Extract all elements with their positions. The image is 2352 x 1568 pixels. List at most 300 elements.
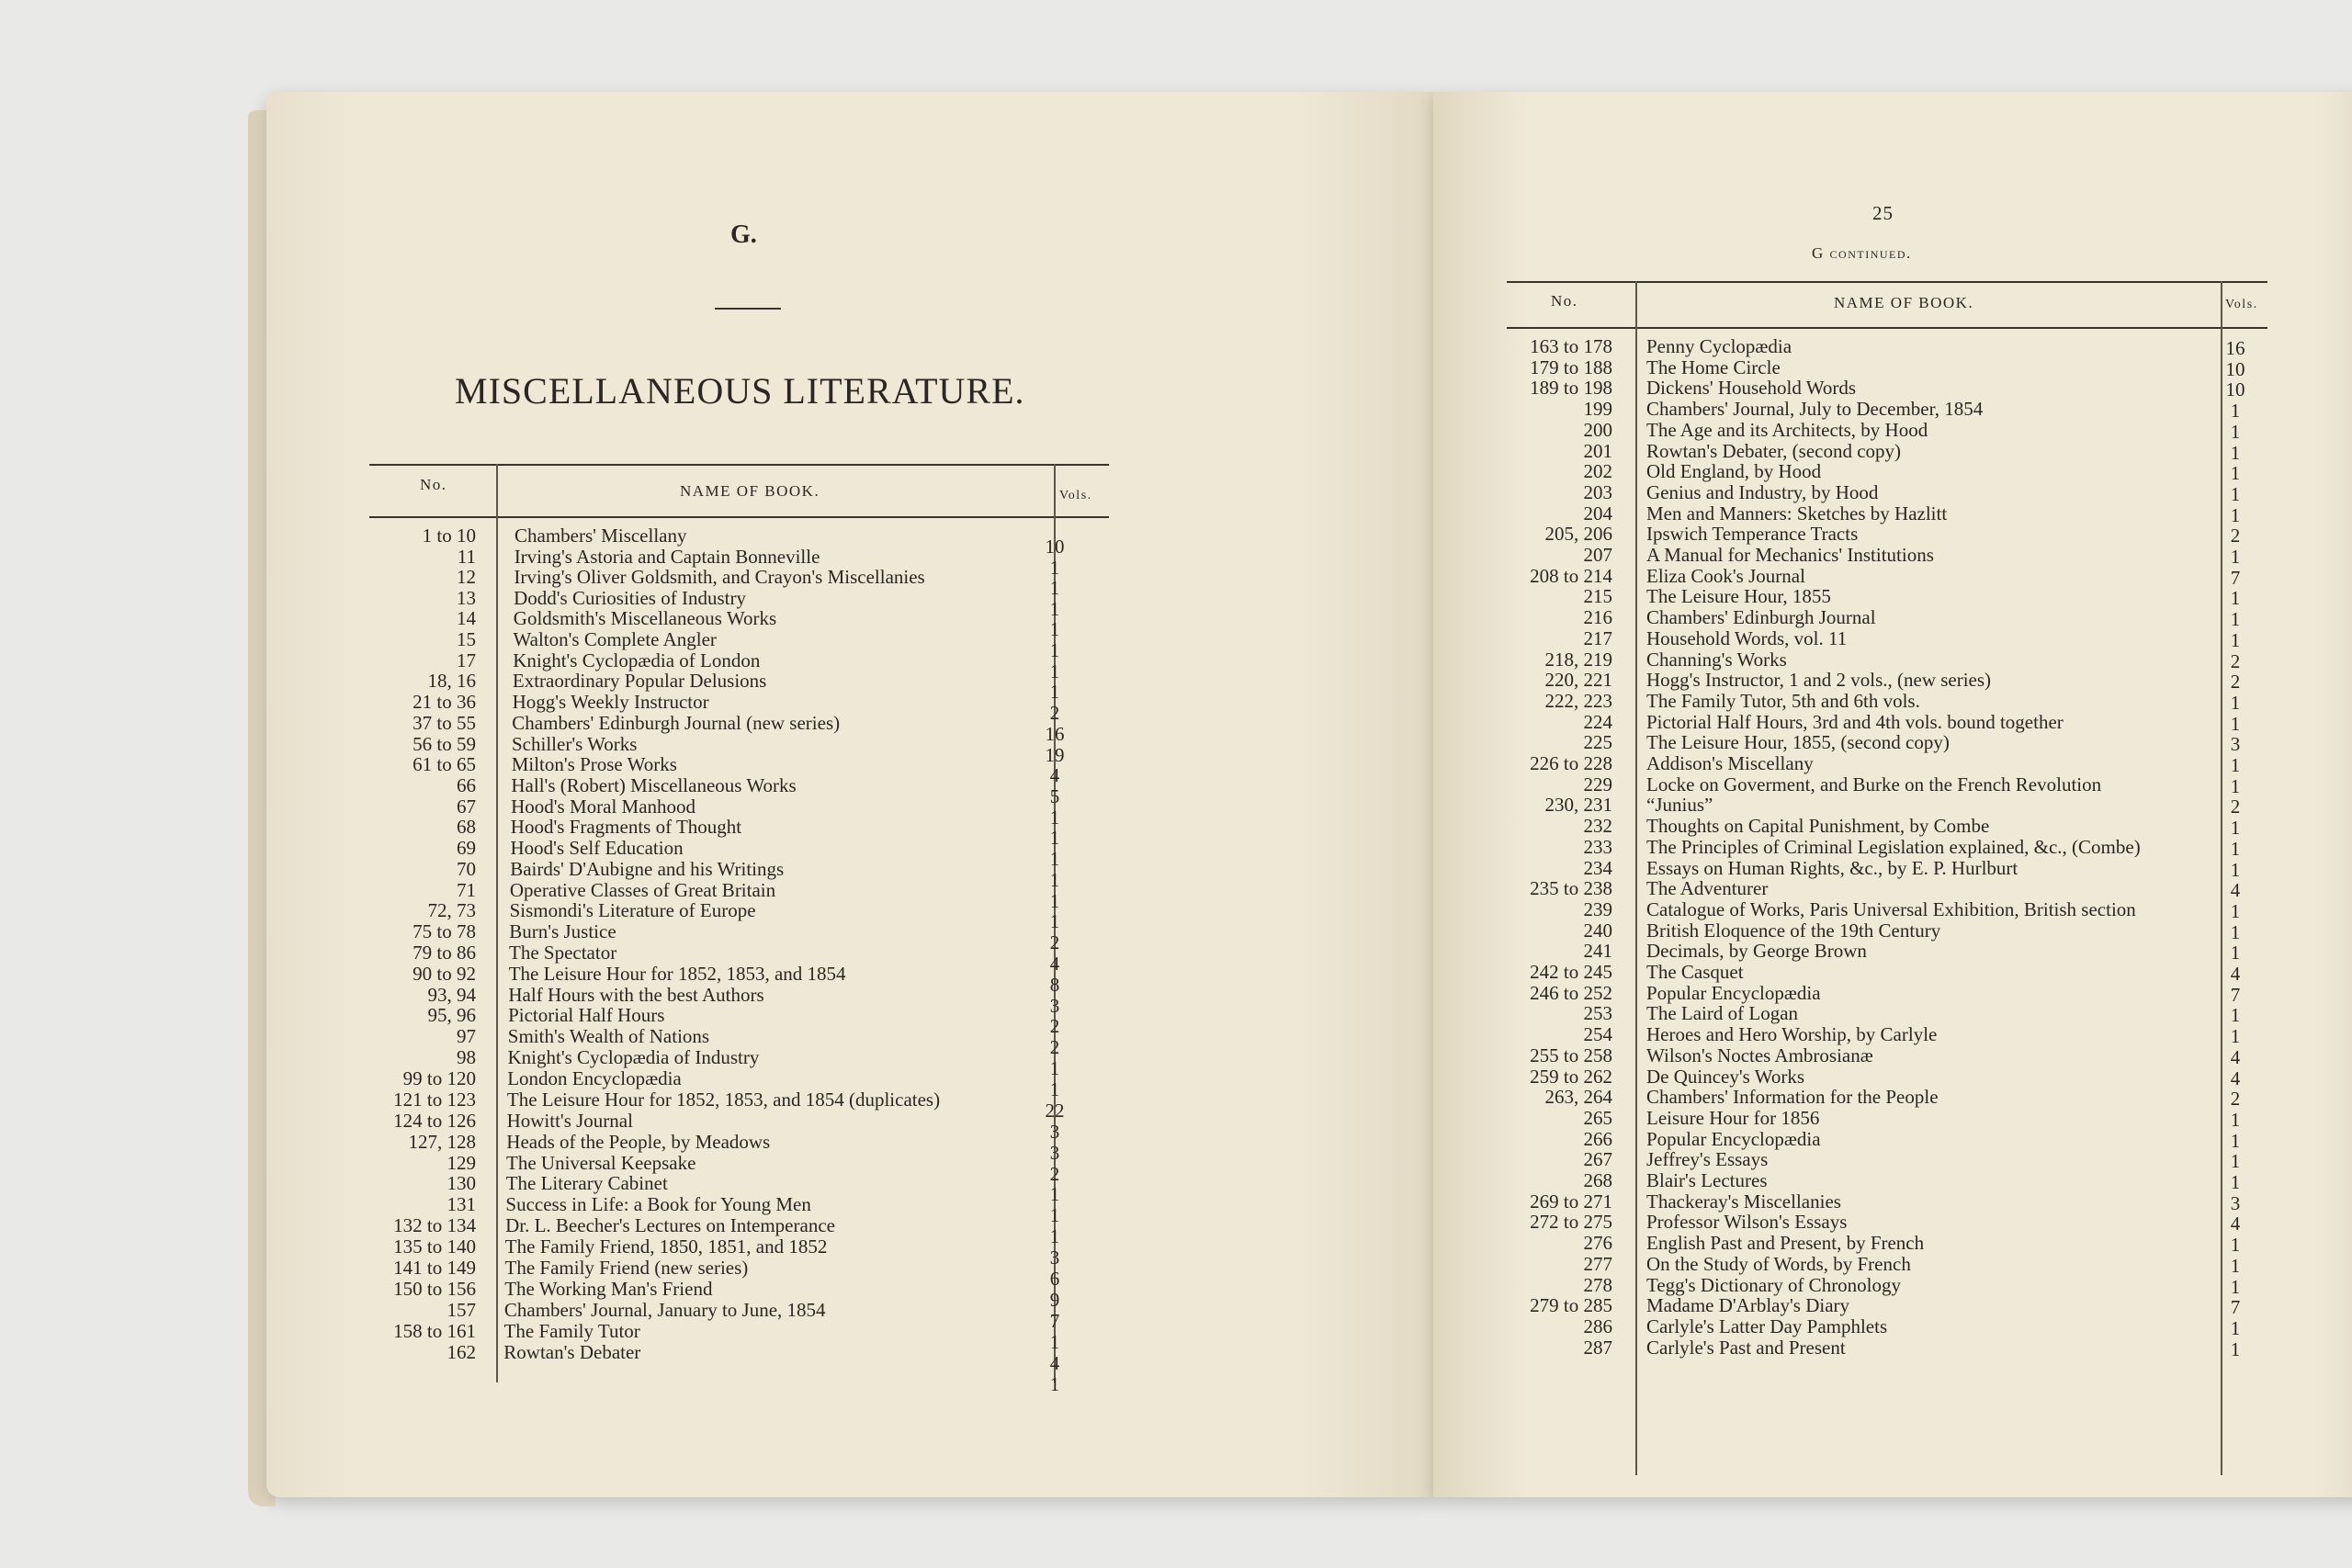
vols-count: 4 <box>2230 963 2241 985</box>
row-number: 269 to 271 <box>1530 1190 1612 1213</box>
vols-count: 1 <box>1049 910 1060 933</box>
vols-count: 1 <box>1049 1225 1060 1248</box>
table-row <box>1433 858 2352 879</box>
table-row <box>1433 1002 2352 1027</box>
row-number: 263, 264 <box>1544 1086 1612 1109</box>
vols-count: 1 <box>2230 1234 2241 1257</box>
vols-count: 3 <box>1049 1247 1060 1269</box>
vols-count: 1 <box>1049 1077 1060 1100</box>
table-row <box>266 1363 1433 1395</box>
row-number: 70 <box>457 857 476 880</box>
book-name: Carlyle's Past and Present <box>1646 1336 1846 1359</box>
table-row <box>1433 962 2352 983</box>
row-number: 132 to 134 <box>393 1214 476 1237</box>
table-row <box>1433 837 2352 858</box>
book-name: Old England, by Hood <box>1646 460 1822 483</box>
vols-count: 1 <box>1049 848 1060 871</box>
vols-count: 1 <box>1049 639 1060 662</box>
vols-count: 8 <box>1049 973 1060 996</box>
vols-count: 2 <box>2230 671 2241 694</box>
row-number: 67 <box>457 795 476 818</box>
table-row <box>1433 1191 2352 1213</box>
row-number: 266 <box>1583 1127 1612 1150</box>
book-name: Chambers' Miscellany <box>514 525 687 547</box>
table-row <box>1433 774 2352 795</box>
book-name: British Eloquence of the 19th Century <box>1646 919 1941 942</box>
row-number: 239 <box>1583 897 1612 920</box>
vols-count: 10 <box>1045 536 1065 558</box>
table-row <box>1433 899 2352 920</box>
left-page <box>266 92 1433 1497</box>
book-name: Popular Encyclopædia <box>1646 1127 1821 1150</box>
book-name: On the Study of Words, by French <box>1646 1252 1911 1275</box>
vols-count: 1 <box>1049 889 1060 912</box>
book-name: The Family Tutor, 5th and 6th vols. <box>1646 689 1920 712</box>
book-name: Howitt's Journal <box>506 1109 633 1132</box>
table-row <box>1433 1148 2352 1173</box>
table-row <box>1433 649 2352 671</box>
table-row <box>1433 1086 2352 1111</box>
row-number: 215 <box>1583 585 1612 608</box>
book-name: Chambers' Edinburgh Journal (new series) <box>512 711 841 734</box>
row-number: 226 to 228 <box>1530 752 1612 774</box>
book-name: Catalogue of Works, Paris Universal Exhibition, British section <box>1646 897 2136 920</box>
book-name: Ipswich Temperance Tracts <box>1646 523 1859 546</box>
book-name: Decimals, by George Brown <box>1646 940 1867 963</box>
book-name: Chambers' Journal, January to June, 1854 <box>503 1299 826 1322</box>
book-name: Leisure Hour for 1856 <box>1646 1106 1820 1129</box>
table-row <box>1433 357 2352 378</box>
row-number: 267 <box>1583 1148 1612 1171</box>
row-number: 75 to 78 <box>413 920 476 943</box>
book-name: Rowtan's Debater, (second copy) <box>1646 439 1902 462</box>
book-name: Blair's Lectures <box>1646 1169 1768 1191</box>
row-number: 200 <box>1583 418 1612 441</box>
vols-count: 6 <box>1049 1268 1060 1291</box>
vols-count: 4 <box>1049 953 1060 975</box>
book-name: Half Hours with the best Authors <box>508 983 764 1006</box>
book-name: Pictorial Half Hours, 3rd and 4th vols. bound together <box>1646 710 2064 733</box>
row-number: 13 <box>457 586 476 609</box>
row-number: 15 <box>457 628 476 651</box>
book-name: The Leisure Hour, 1855, (second copy) <box>1646 731 1950 754</box>
book-name: Irving's Astoria and Captain Bonneville <box>514 545 820 568</box>
vols-count: 2 <box>1049 931 1060 954</box>
vols-count: 1 <box>2230 400 2241 423</box>
vols-count: 1 <box>2230 1337 2241 1360</box>
vols-count: 1 <box>2230 817 2241 840</box>
row-number: 12 <box>457 566 476 589</box>
book-name: Wilson's Noctes Ambrosianæ <box>1646 1043 1873 1066</box>
vols-count: 1 <box>2230 1316 2241 1339</box>
table-row <box>1433 1275 2352 1296</box>
header-no: No. <box>1551 292 1578 310</box>
book-name: The Age and its Architects, by Hood <box>1646 418 1928 441</box>
book-name: Hall's (Robert) Miscellaneous Works <box>511 773 797 796</box>
vols-count: 2 <box>1049 1036 1060 1059</box>
row-number: 216 <box>1583 606 1612 629</box>
book-name: Rowtan's Debater <box>503 1341 641 1363</box>
vols-count: 1 <box>1049 618 1060 641</box>
vols-count: 1 <box>2230 420 2241 443</box>
table-row <box>1433 1045 2352 1066</box>
book-name: Penny Cyclopædia <box>1646 335 1792 357</box>
vols-count: 1 <box>2230 1254 2241 1277</box>
page-subtitle: G continued. <box>1812 244 1912 262</box>
book-name: Addison's Miscellany <box>1646 752 1814 774</box>
vols-count: 1 <box>2230 503 2241 526</box>
vols-count: 1 <box>2230 1108 2241 1131</box>
row-number: 225 <box>1583 731 1612 754</box>
row-number: 179 to 188 <box>1530 355 1612 378</box>
row-number: 127, 128 <box>408 1130 476 1153</box>
vols-count: 1 <box>2230 754 2241 776</box>
book-name: London Encyclopædia <box>507 1066 682 1089</box>
row-number: 240 <box>1583 919 1612 942</box>
book-name: Chambers' Edinburgh Journal <box>1646 606 1876 629</box>
row-number: 202 <box>1583 460 1612 483</box>
table-row <box>1433 1232 2352 1257</box>
row-number: 199 <box>1583 398 1612 421</box>
vols-count: 3 <box>1049 1141 1060 1164</box>
right-table-body <box>1433 336 2352 1475</box>
table-row <box>1433 877 2352 902</box>
row-number: 37 to 55 <box>413 711 476 734</box>
vols-count: 1 <box>2230 691 2241 714</box>
vols-count: 1 <box>1049 827 1060 850</box>
table-row <box>1433 441 2352 462</box>
vols-count: 4 <box>1049 1352 1060 1374</box>
book-name: Genius and Industry, by Hood <box>1646 480 1879 503</box>
vols-count: 2 <box>1049 1015 1060 1038</box>
book-name: Heroes and Hero Worship, by Carlyle <box>1646 1023 1938 1046</box>
row-number: 233 <box>1583 835 1612 858</box>
book-name: Heads of the People, by Meadows <box>506 1130 771 1153</box>
table-top-rule <box>369 464 1109 466</box>
row-number: 79 to 86 <box>413 942 476 964</box>
row-number: 268 <box>1583 1169 1612 1191</box>
book-name: Carlyle's Latter Day Pamphlets <box>1646 1314 1888 1337</box>
vols-count: 10 <box>2225 357 2245 380</box>
book-name: Eliza Cook's Journal <box>1646 564 1805 587</box>
row-number: 259 to 262 <box>1530 1065 1612 1088</box>
vols-count: 3 <box>2230 733 2241 756</box>
table-row <box>1433 1254 2352 1275</box>
table-row <box>1433 398 2352 423</box>
row-number: 56 to 59 <box>413 732 476 755</box>
row-number: 135 to 140 <box>393 1235 476 1258</box>
vols-count: 3 <box>1049 1120 1060 1143</box>
left-table-body <box>266 525 1433 1444</box>
table-row <box>1433 795 2352 816</box>
vols-count: 4 <box>2230 879 2241 902</box>
table-row <box>1433 378 2352 399</box>
book-name: Professor Wilson's Essays <box>1646 1211 1848 1234</box>
row-number: 61 to 65 <box>413 753 476 776</box>
table-row <box>1433 669 2352 694</box>
row-number: 278 <box>1583 1273 1612 1296</box>
vols-count: 1 <box>2230 837 2241 860</box>
book-name: English Past and Present, by French <box>1646 1232 1925 1255</box>
book-name: A Manual for Mechanics' Institutions <box>1646 544 1934 566</box>
row-number: 229 <box>1583 773 1612 795</box>
book-name: The Spectator <box>509 942 617 964</box>
book-name: Pictorial Half Hours <box>508 1004 665 1027</box>
book-name: Essays on Human Rights, &c., by E. P. Hurlburt <box>1646 856 2018 879</box>
vols-count: 16 <box>2225 337 2245 359</box>
row-number: 287 <box>1583 1336 1612 1359</box>
vols-count: 3 <box>2230 1191 2241 1214</box>
row-number: 14 <box>457 607 476 630</box>
book-name: Extraordinary Popular Delusions <box>512 670 767 693</box>
row-number: 220, 221 <box>1544 669 1612 692</box>
book-name: Knight's Cyclopædia of Industry <box>507 1046 760 1069</box>
row-number: 11 <box>457 545 476 568</box>
vols-count: 2 <box>2230 1088 2241 1111</box>
book-name: The Laird of Logan <box>1646 1002 1799 1025</box>
vols-count: 19 <box>1045 743 1065 766</box>
row-number: 158 to 161 <box>393 1320 476 1343</box>
vols-count: 2 <box>2230 795 2241 818</box>
book-name: Walton's Complete Angler <box>513 628 717 651</box>
book-name: Hood's Self Education <box>510 837 684 860</box>
vols-count: 1 <box>2230 608 2241 631</box>
table-row <box>1433 1337 2352 1359</box>
table-row <box>1433 606 2352 631</box>
vols-count: 1 <box>1049 868 1060 891</box>
vols-count: 1 <box>2230 1150 2241 1173</box>
book-name: Milton's Prose Works <box>511 753 677 776</box>
table-row <box>1433 1023 2352 1048</box>
row-number: 69 <box>457 837 476 860</box>
vols-count: 1 <box>2230 942 2241 964</box>
book-name: The Family Friend, 1850, 1851, and 1852 <box>504 1235 828 1258</box>
book-name: The Leisure Hour for 1852, 1853, and 1854 <box>508 962 846 985</box>
vols-count: 1 <box>1049 1331 1060 1354</box>
book-name: Jeffrey's Essays <box>1646 1148 1769 1171</box>
row-number: 277 <box>1583 1252 1612 1275</box>
vols-count: 1 <box>2230 482 2241 505</box>
vols-count: 16 <box>1045 722 1065 745</box>
table-row <box>1433 566 2352 587</box>
vols-count: 1 <box>2230 441 2241 464</box>
page-title: MISCELLANEOUS LITERATURE. <box>455 370 1025 412</box>
book-name: Dodd's Curiosities of Industry <box>514 586 746 609</box>
book-name: Smith's Wealth of Nations <box>507 1025 710 1048</box>
row-number: 242 to 245 <box>1530 961 1612 983</box>
vols-count: 1 <box>2230 1129 2241 1152</box>
book-name: Household Words, vol. 11 <box>1646 626 1848 649</box>
vols-count: 2 <box>2230 649 2241 672</box>
vols-count: 1 <box>1049 660 1060 682</box>
vols-count: 1 <box>1049 1204 1060 1227</box>
book-name: De Quincey's Works <box>1646 1065 1805 1088</box>
table-row <box>1433 1066 2352 1088</box>
section-letter: G. <box>730 220 757 249</box>
book-name: Bairds' D'Aubigne and his Writings <box>510 857 785 880</box>
book-name: Chambers' Journal, July to December, 1854 <box>1646 398 1984 421</box>
book-name: Success in Life: a Book for Young Men <box>505 1193 811 1216</box>
row-number: 129 <box>447 1151 476 1174</box>
row-number: 1 to 10 <box>422 525 476 547</box>
page-number: 25 <box>1872 202 1894 224</box>
vols-count: 1 <box>2230 712 2241 735</box>
vols-count: 7 <box>2230 1296 2241 1319</box>
table-row <box>1433 691 2352 712</box>
table-row <box>1433 503 2352 525</box>
vols-count: 1 <box>1049 806 1060 829</box>
row-number: 66 <box>457 773 476 796</box>
book-name: Channing's Works <box>1646 648 1787 671</box>
table-row <box>1433 920 2352 942</box>
book-name: The Home Circle <box>1646 355 1781 378</box>
vols-count: 4 <box>2230 1213 2241 1235</box>
table-row <box>1433 585 2352 610</box>
row-number: 18, 16 <box>427 670 476 693</box>
vols-count: 1 <box>2230 462 2241 485</box>
row-number: 141 to 149 <box>393 1257 476 1280</box>
row-number: 265 <box>1583 1106 1612 1129</box>
table-row <box>1433 1108 2352 1129</box>
row-number: 72, 73 <box>427 899 476 922</box>
vols-count: 4 <box>2230 1045 2241 1068</box>
row-number: 68 <box>457 816 476 839</box>
book-name: The Family Friend (new series) <box>504 1257 749 1280</box>
table-row <box>1433 1212 2352 1233</box>
table-row <box>1433 941 2352 962</box>
row-number: 21 to 36 <box>413 691 476 714</box>
right-page <box>1433 92 2352 1497</box>
row-number: 286 <box>1583 1314 1612 1337</box>
row-number: 203 <box>1583 480 1612 503</box>
table-row <box>1433 482 2352 503</box>
table-row <box>1433 1170 2352 1191</box>
vols-count: 10 <box>2225 378 2245 401</box>
book-name: Thackeray's Miscellanies <box>1646 1190 1841 1213</box>
row-number: 205, 206 <box>1544 523 1612 546</box>
row-number: 130 <box>447 1172 476 1195</box>
table-header-rule <box>369 516 1109 518</box>
row-number: 93, 94 <box>427 983 476 1006</box>
row-number: 17 <box>457 649 476 671</box>
book-name: The Leisure Hour, 1855 <box>1646 585 1831 608</box>
table-header-rule <box>1507 327 2267 329</box>
table-row <box>1433 460 2352 485</box>
book-name: Knight's Cyclopædia of London <box>513 649 761 671</box>
table-row <box>1433 420 2352 441</box>
row-number: 230, 231 <box>1544 794 1612 817</box>
vols-count: 3 <box>1049 994 1060 1017</box>
vols-count: 1 <box>1049 556 1060 579</box>
vols-count: 22 <box>1045 1099 1065 1122</box>
book-name: Hood's Moral Manhood <box>511 795 696 818</box>
row-number: 131 <box>447 1193 476 1216</box>
book-name: Irving's Oliver Goldsmith, and Crayon's Miscellanies <box>514 566 925 589</box>
table-row <box>266 1341 1433 1374</box>
vols-count: 1 <box>1049 1057 1060 1080</box>
row-number: 201 <box>1583 439 1612 462</box>
vols-count: 1 <box>1049 577 1060 600</box>
row-number: 98 <box>457 1046 476 1069</box>
row-number: 90 to 92 <box>413 962 476 985</box>
row-number: 234 <box>1583 856 1612 879</box>
book-name: Madame D'Arblay's Diary <box>1646 1294 1850 1317</box>
row-number: 71 <box>457 878 476 901</box>
header-name: NAME OF BOOK. <box>680 482 820 500</box>
row-number: 208 to 214 <box>1530 564 1612 587</box>
row-number: 217 <box>1583 626 1612 649</box>
row-number: 99 to 120 <box>402 1066 476 1089</box>
row-number: 150 to 156 <box>393 1278 476 1301</box>
vols-count: 1 <box>2230 628 2241 651</box>
book-name: Men and Manners: Sketches by Hazlitt <box>1646 502 1948 525</box>
table-row <box>1433 1129 2352 1150</box>
row-number: 224 <box>1583 710 1612 733</box>
vols-count: 1 <box>2230 899 2241 922</box>
book-name: Popular Encyclopædia <box>1646 981 1821 1004</box>
row-number: 222, 223 <box>1544 689 1612 712</box>
row-number: 95, 96 <box>427 1004 476 1027</box>
vols-count: 2 <box>1049 702 1060 725</box>
vols-count: 1 <box>2230 1171 2241 1193</box>
header-vols: Vols. <box>2225 298 2258 311</box>
book-name: Hogg's Weekly Instructor <box>512 691 709 714</box>
header-no: No. <box>420 476 447 493</box>
book-name: Locke on Goverment, and Burke on the French Revolution <box>1646 773 2102 795</box>
book-name: Dickens' Household Words <box>1646 377 1857 400</box>
row-number: 276 <box>1583 1232 1612 1255</box>
row-number: 189 to 198 <box>1530 377 1612 400</box>
vols-count: 7 <box>2230 566 2241 589</box>
title-rule <box>715 308 781 310</box>
row-number: 232 <box>1583 815 1612 838</box>
vols-count: 7 <box>2230 983 2241 1006</box>
table-row <box>1433 524 2352 545</box>
table-row <box>1433 628 2352 649</box>
book-name: Goldsmith's Miscellaneous Works <box>513 607 777 630</box>
vols-count: 9 <box>1049 1289 1060 1312</box>
table-row <box>1433 545 2352 566</box>
book-name: Operative Classes of Great Britain <box>509 878 776 901</box>
row-number: 279 to 285 <box>1530 1294 1612 1317</box>
table-row <box>1433 336 2352 357</box>
vols-count: 4 <box>2230 1066 2241 1089</box>
book-name: Hood's Fragments of Thought <box>510 816 742 839</box>
vols-count: 1 <box>1049 597 1060 620</box>
row-number: 162 <box>447 1341 476 1363</box>
vols-count: 1 <box>1049 1373 1060 1395</box>
book-name: Thoughts on Capital Punishment, by Combe <box>1646 815 1990 838</box>
table-row <box>1433 753 2352 774</box>
book-name: The Adventurer <box>1646 877 1769 900</box>
book-name: The Literary Cabinet <box>505 1172 668 1195</box>
header-name: NAME OF BOOK. <box>1834 294 1974 311</box>
book-name: Tegg's Dictionary of Chronology <box>1646 1273 1902 1296</box>
book-name: The Casquet <box>1646 961 1744 983</box>
book-name: Schiller's Works <box>512 732 638 755</box>
row-number: 235 to 238 <box>1530 877 1612 900</box>
book-name: Sismondi's Literature of Europe <box>509 899 756 922</box>
row-number: 255 to 258 <box>1530 1043 1612 1066</box>
book-name: Hogg's Instructor, 1 and 2 vols., (new series) <box>1646 669 1992 692</box>
vols-count: 1 <box>2230 774 2241 797</box>
row-number: 272 to 275 <box>1530 1211 1612 1234</box>
book-name: “Junius” <box>1646 794 1713 817</box>
row-number: 207 <box>1583 544 1612 566</box>
vols-count: 5 <box>1049 784 1060 807</box>
vols-count: 1 <box>2230 858 2241 881</box>
table-top-rule <box>1507 281 2267 283</box>
